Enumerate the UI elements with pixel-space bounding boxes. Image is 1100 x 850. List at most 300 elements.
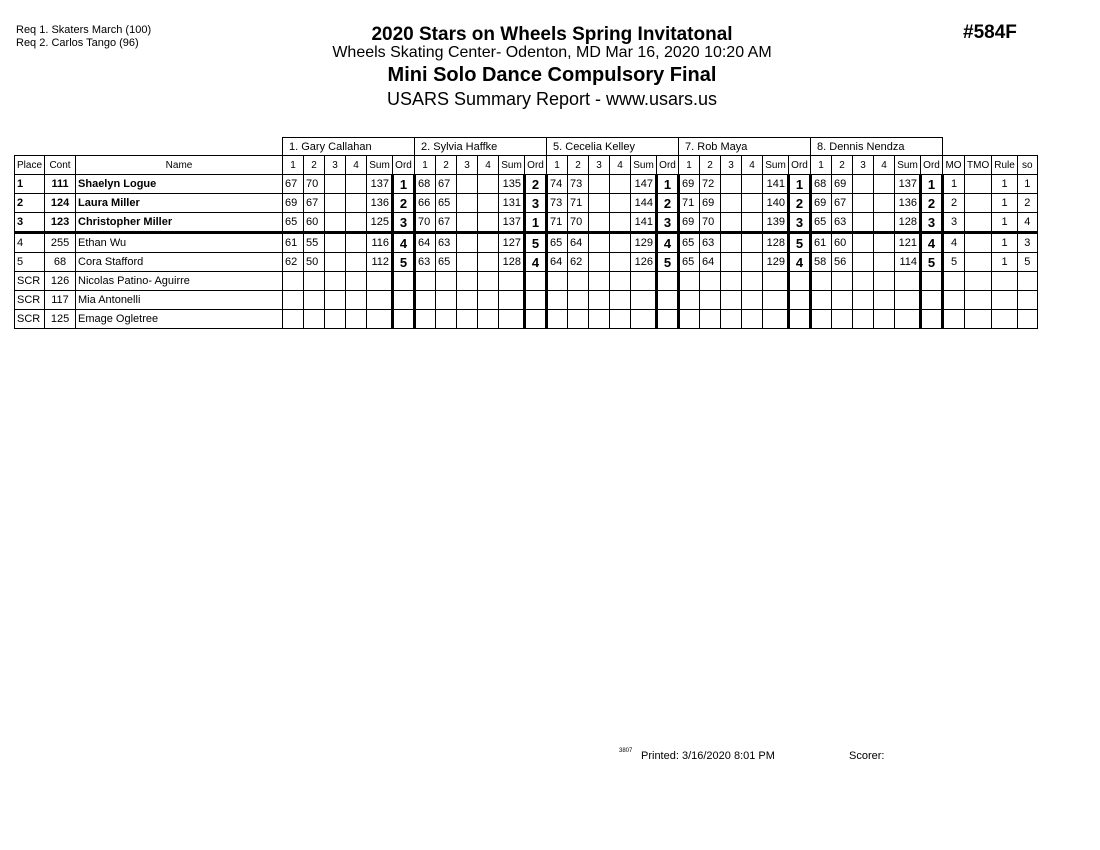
judge-name: 1. Gary Callahan bbox=[283, 138, 415, 156]
column-header-score: Ord bbox=[525, 156, 547, 175]
judge-score bbox=[457, 272, 478, 291]
judge-score bbox=[589, 175, 610, 194]
judge-score bbox=[874, 175, 895, 194]
column-header-score: Sum bbox=[631, 156, 657, 175]
skater-name: Laura Miller bbox=[76, 194, 283, 213]
judge-score bbox=[415, 272, 436, 291]
judge-sum: 112 bbox=[367, 253, 393, 272]
total-majority-ordinal bbox=[965, 291, 992, 310]
judge-score: 64 bbox=[700, 253, 721, 272]
place-cell: 3 bbox=[15, 213, 45, 233]
judge-sum bbox=[367, 310, 393, 329]
judge-score bbox=[325, 213, 346, 233]
column-header-score: 4 bbox=[478, 156, 499, 175]
judge-score bbox=[589, 213, 610, 233]
majority-ordinal: 3 bbox=[943, 213, 965, 233]
judge-score bbox=[742, 233, 763, 253]
judge-score: 65 bbox=[436, 194, 457, 213]
judge-score bbox=[721, 213, 742, 233]
total-majority-ordinal bbox=[965, 175, 992, 194]
judge-sum bbox=[763, 272, 789, 291]
column-header-score: 3 bbox=[589, 156, 610, 175]
total-majority-ordinal bbox=[965, 194, 992, 213]
judge-ordinal: 4 bbox=[525, 253, 547, 272]
rule-number bbox=[992, 272, 1018, 291]
skater-name: Emage Ogletree bbox=[76, 310, 283, 329]
judge-score bbox=[478, 253, 499, 272]
column-header-summary: MO bbox=[943, 156, 965, 175]
rule-number: 1 bbox=[992, 253, 1018, 272]
judge-score: 63 bbox=[832, 213, 853, 233]
judge-name: 8. Dennis Nendza bbox=[811, 138, 943, 156]
judge-ordinal bbox=[393, 291, 415, 310]
judge-score bbox=[478, 310, 499, 329]
contestant-number: 117 bbox=[45, 291, 76, 310]
judge-score bbox=[742, 291, 763, 310]
sum-of-ordinals: 1 bbox=[1017, 175, 1037, 194]
rule-number: 1 bbox=[992, 213, 1018, 233]
judge-sum: 139 bbox=[763, 213, 789, 233]
result-row bbox=[15, 213, 1038, 233]
judge-ordinal: 2 bbox=[921, 194, 943, 213]
event-number: #584F bbox=[963, 22, 1017, 43]
judge-ordinal: 2 bbox=[393, 194, 415, 213]
judge-sum: 137 bbox=[367, 175, 393, 194]
judge-score bbox=[304, 310, 325, 329]
judge-sum bbox=[631, 272, 657, 291]
judge-score: 65 bbox=[436, 253, 457, 272]
contestant-number: 124 bbox=[45, 194, 76, 213]
column-header-score: Ord bbox=[657, 156, 679, 175]
judge-sum: 135 bbox=[499, 175, 525, 194]
judge-ordinal bbox=[921, 272, 943, 291]
judge-score bbox=[457, 233, 478, 253]
judge-score bbox=[610, 310, 631, 329]
judge-score bbox=[478, 291, 499, 310]
column-header-score: 3 bbox=[721, 156, 742, 175]
judge-score: 65 bbox=[547, 233, 568, 253]
contestant-number: 125 bbox=[45, 310, 76, 329]
judge-score: 60 bbox=[832, 233, 853, 253]
judge-score bbox=[853, 310, 874, 329]
judge-score: 69 bbox=[811, 194, 832, 213]
place-cell: SCR bbox=[15, 310, 45, 329]
request-line: Req 2. Carlos Tango (96) bbox=[16, 37, 139, 49]
sum-of-ordinals: 5 bbox=[1017, 253, 1037, 272]
judge-ordinal bbox=[393, 310, 415, 329]
judge-ordinal: 5 bbox=[657, 253, 679, 272]
judge-ordinal bbox=[657, 272, 679, 291]
judge-score: 73 bbox=[547, 194, 568, 213]
judge-score bbox=[457, 213, 478, 233]
judge-score: 63 bbox=[415, 253, 436, 272]
judge-ordinal: 3 bbox=[393, 213, 415, 233]
judge-score bbox=[853, 175, 874, 194]
judge-sum: 141 bbox=[763, 175, 789, 194]
judge-sum: 116 bbox=[367, 233, 393, 253]
judge-score bbox=[853, 291, 874, 310]
judge-score: 69 bbox=[679, 175, 700, 194]
result-row bbox=[15, 253, 1038, 272]
judge-score bbox=[853, 194, 874, 213]
column-header-summary: so bbox=[1017, 156, 1037, 175]
results-table bbox=[14, 137, 1038, 329]
judge-score bbox=[589, 310, 610, 329]
sum-of-ordinals: 2 bbox=[1017, 194, 1037, 213]
majority-ordinal: 1 bbox=[943, 175, 965, 194]
judge-score bbox=[346, 291, 367, 310]
judge-sum bbox=[631, 310, 657, 329]
place-cell: 2 bbox=[15, 194, 45, 213]
request-line: Req 1. Skaters March (100) bbox=[16, 24, 152, 36]
rule-number bbox=[992, 291, 1018, 310]
judge-sum: 128 bbox=[499, 253, 525, 272]
skater-name: Cora Stafford bbox=[76, 253, 283, 272]
sum-of-ordinals: 4 bbox=[1017, 213, 1037, 233]
judge-ordinal bbox=[525, 272, 547, 291]
contestant-number: 255 bbox=[45, 233, 76, 253]
judge-name: 5. Cecelia Kelley bbox=[547, 138, 679, 156]
judge-sum bbox=[631, 291, 657, 310]
column-header-score: 4 bbox=[742, 156, 763, 175]
judge-score: 74 bbox=[547, 175, 568, 194]
judge-score bbox=[547, 310, 568, 329]
column-header-score: Sum bbox=[895, 156, 921, 175]
judge-score bbox=[832, 291, 853, 310]
judge-score bbox=[679, 310, 700, 329]
column-header-score: 3 bbox=[853, 156, 874, 175]
column-header-score: 4 bbox=[346, 156, 367, 175]
judge-score bbox=[478, 272, 499, 291]
judge-ordinal: 1 bbox=[393, 175, 415, 194]
judge-score: 56 bbox=[832, 253, 853, 272]
judge-ordinal: 3 bbox=[657, 213, 679, 233]
judge-score bbox=[325, 175, 346, 194]
judge-score bbox=[283, 291, 304, 310]
judge-sum bbox=[895, 310, 921, 329]
judge-score bbox=[874, 253, 895, 272]
judge-sum bbox=[367, 291, 393, 310]
judge-score bbox=[568, 310, 589, 329]
judge-ordinal: 5 bbox=[789, 233, 811, 253]
judge-score: 65 bbox=[679, 233, 700, 253]
event-name: Mini Solo Dance Compulsory Final bbox=[387, 64, 717, 86]
judge-score: 70 bbox=[415, 213, 436, 233]
judge-score bbox=[721, 253, 742, 272]
judge-sum bbox=[895, 291, 921, 310]
judge-score: 69 bbox=[283, 194, 304, 213]
column-header-score: 2 bbox=[436, 156, 457, 175]
judge-score: 67 bbox=[304, 194, 325, 213]
column-header-score: Ord bbox=[921, 156, 943, 175]
judge-sum: 129 bbox=[631, 233, 657, 253]
judge-score bbox=[700, 291, 721, 310]
sum-of-ordinals: 3 bbox=[1017, 233, 1037, 253]
judge-ordinal bbox=[921, 310, 943, 329]
judge-score bbox=[346, 175, 367, 194]
place-cell: 5 bbox=[15, 253, 45, 272]
judge-sum bbox=[499, 310, 525, 329]
judge-ordinal: 1 bbox=[525, 213, 547, 233]
judge-score bbox=[610, 213, 631, 233]
judge-score bbox=[325, 253, 346, 272]
judge-ordinal bbox=[657, 310, 679, 329]
judge-score: 67 bbox=[832, 194, 853, 213]
skater-name: Mia Antonelli bbox=[76, 291, 283, 310]
judge-score: 62 bbox=[568, 253, 589, 272]
judge-score bbox=[415, 310, 436, 329]
judge-sum: 147 bbox=[631, 175, 657, 194]
judge-score bbox=[742, 272, 763, 291]
judge-sum bbox=[763, 291, 789, 310]
judge-ordinal bbox=[657, 291, 679, 310]
skater-name: Christopher Miller bbox=[76, 213, 283, 233]
judge-score bbox=[589, 194, 610, 213]
judge-score bbox=[874, 213, 895, 233]
judge-score bbox=[457, 175, 478, 194]
sum-of-ordinals bbox=[1017, 291, 1037, 310]
column-header-score: 4 bbox=[610, 156, 631, 175]
judge-score bbox=[346, 253, 367, 272]
column-header-score: 2 bbox=[304, 156, 325, 175]
judge-ordinal: 4 bbox=[393, 233, 415, 253]
total-majority-ordinal bbox=[965, 233, 992, 253]
judge-sum bbox=[499, 272, 525, 291]
judge-ordinal bbox=[789, 291, 811, 310]
judge-ordinal: 1 bbox=[789, 175, 811, 194]
judge-score bbox=[568, 272, 589, 291]
judge-ordinal bbox=[921, 291, 943, 310]
judge-sum: 114 bbox=[895, 253, 921, 272]
rule-number: 1 bbox=[992, 233, 1018, 253]
sum-of-ordinals bbox=[1017, 272, 1037, 291]
judge-sum: 136 bbox=[895, 194, 921, 213]
judge-ordinal bbox=[789, 310, 811, 329]
column-header-score: 1 bbox=[811, 156, 832, 175]
majority-ordinal: 5 bbox=[943, 253, 965, 272]
judge-ordinal: 4 bbox=[789, 253, 811, 272]
judge-score bbox=[283, 272, 304, 291]
judge-score: 67 bbox=[436, 213, 457, 233]
column-header-score: Ord bbox=[393, 156, 415, 175]
judge-ordinal: 1 bbox=[657, 175, 679, 194]
judge-score bbox=[700, 272, 721, 291]
judge-score bbox=[874, 194, 895, 213]
judge-ordinal: 3 bbox=[921, 213, 943, 233]
column-header-score: 3 bbox=[457, 156, 478, 175]
column-header-score: 2 bbox=[700, 156, 721, 175]
judge-score bbox=[721, 175, 742, 194]
judge-sum: 126 bbox=[631, 253, 657, 272]
judge-sum: 140 bbox=[763, 194, 789, 213]
judge-score bbox=[457, 310, 478, 329]
judge-score bbox=[325, 272, 346, 291]
judge-score: 66 bbox=[415, 194, 436, 213]
venue-line: Wheels Skating Center- Odenton, MD Mar 16, 2020 10:20 AM bbox=[332, 44, 772, 61]
judge-score bbox=[610, 253, 631, 272]
judge-score bbox=[610, 194, 631, 213]
judge-score bbox=[283, 310, 304, 329]
majority-ordinal: 2 bbox=[943, 194, 965, 213]
judge-sum bbox=[499, 291, 525, 310]
judge-score bbox=[325, 310, 346, 329]
judge-score bbox=[679, 291, 700, 310]
judge-score bbox=[457, 194, 478, 213]
rule-number: 1 bbox=[992, 194, 1018, 213]
judge-sum bbox=[895, 272, 921, 291]
column-header-score: Sum bbox=[763, 156, 789, 175]
judge-score bbox=[679, 272, 700, 291]
contestant-number: 126 bbox=[45, 272, 76, 291]
skater-name: Ethan Wu bbox=[76, 233, 283, 253]
judge-score: 67 bbox=[283, 175, 304, 194]
judge-score: 63 bbox=[700, 233, 721, 253]
judge-score: 68 bbox=[811, 175, 832, 194]
result-row bbox=[15, 291, 1038, 310]
column-header-score: Sum bbox=[367, 156, 393, 175]
result-row bbox=[15, 310, 1038, 329]
judge-score: 50 bbox=[304, 253, 325, 272]
judge-score: 70 bbox=[700, 213, 721, 233]
column-header-score: 2 bbox=[568, 156, 589, 175]
judge-score: 64 bbox=[568, 233, 589, 253]
judge-ordinal: 1 bbox=[921, 175, 943, 194]
judge-score: 69 bbox=[679, 213, 700, 233]
printed-timestamp: Printed: 3/16/2020 8:01 PM bbox=[641, 750, 775, 762]
judge-sum: 144 bbox=[631, 194, 657, 213]
judge-score: 70 bbox=[568, 213, 589, 233]
column-header-score: 2 bbox=[832, 156, 853, 175]
judge-name: 7. Rob Maya bbox=[679, 138, 811, 156]
column-header-score: 1 bbox=[283, 156, 304, 175]
judge-ordinal: 2 bbox=[789, 194, 811, 213]
judge-ordinal bbox=[789, 272, 811, 291]
judge-ordinal: 2 bbox=[657, 194, 679, 213]
judge-score: 73 bbox=[568, 175, 589, 194]
judge-score bbox=[304, 272, 325, 291]
column-header-score: 4 bbox=[874, 156, 895, 175]
column-header-score: 3 bbox=[325, 156, 346, 175]
judge-score bbox=[589, 272, 610, 291]
judge-score bbox=[610, 272, 631, 291]
judge-ordinal: 4 bbox=[657, 233, 679, 253]
judge-score bbox=[874, 291, 895, 310]
judge-score: 65 bbox=[811, 213, 832, 233]
skater-name: Shaelyn Logue bbox=[76, 175, 283, 194]
majority-ordinal bbox=[943, 310, 965, 329]
column-header-place: Place bbox=[15, 156, 45, 175]
judge-score bbox=[457, 253, 478, 272]
judge-score: 64 bbox=[547, 253, 568, 272]
majority-ordinal bbox=[943, 272, 965, 291]
judge-score: 65 bbox=[283, 213, 304, 233]
judge-score bbox=[304, 291, 325, 310]
judge-score bbox=[721, 310, 742, 329]
judge-score bbox=[436, 291, 457, 310]
contestant-number: 68 bbox=[45, 253, 76, 272]
judge-score bbox=[346, 272, 367, 291]
contestant-number: 123 bbox=[45, 213, 76, 233]
judge-ordinal: 5 bbox=[393, 253, 415, 272]
judge-sum: 141 bbox=[631, 213, 657, 233]
judge-sum: 137 bbox=[895, 175, 921, 194]
judge-score: 55 bbox=[304, 233, 325, 253]
judge-sum: 129 bbox=[763, 253, 789, 272]
judge-ordinal: 3 bbox=[789, 213, 811, 233]
judge-score bbox=[700, 310, 721, 329]
judge-score bbox=[874, 233, 895, 253]
judge-score bbox=[811, 291, 832, 310]
judge-score: 71 bbox=[568, 194, 589, 213]
judge-ordinal bbox=[525, 291, 547, 310]
judge-score bbox=[478, 233, 499, 253]
column-header-row bbox=[15, 156, 1038, 175]
judge-score bbox=[874, 310, 895, 329]
judge-ordinal bbox=[525, 310, 547, 329]
judge-name: 2. Sylvia Haffke bbox=[415, 138, 547, 156]
judge-score bbox=[325, 194, 346, 213]
result-row bbox=[15, 233, 1038, 253]
judge-score bbox=[742, 175, 763, 194]
judge-score bbox=[811, 272, 832, 291]
judge-score bbox=[547, 291, 568, 310]
judge-score: 60 bbox=[304, 213, 325, 233]
judge-sum: 121 bbox=[895, 233, 921, 253]
judge-score bbox=[478, 213, 499, 233]
judge-score: 71 bbox=[679, 194, 700, 213]
judge-sum: 136 bbox=[367, 194, 393, 213]
judge-score bbox=[853, 233, 874, 253]
judge-score bbox=[415, 291, 436, 310]
column-header-score: 1 bbox=[679, 156, 700, 175]
judge-ordinal bbox=[393, 272, 415, 291]
judge-sum: 137 bbox=[499, 213, 525, 233]
judge-score: 70 bbox=[304, 175, 325, 194]
judge-score bbox=[325, 291, 346, 310]
judge-score bbox=[721, 233, 742, 253]
column-header-cont: Cont bbox=[45, 156, 76, 175]
judge-score bbox=[547, 272, 568, 291]
judge-score: 62 bbox=[283, 253, 304, 272]
place-cell: 4 bbox=[15, 233, 45, 253]
judge-score: 61 bbox=[811, 233, 832, 253]
judge-score: 58 bbox=[811, 253, 832, 272]
judge-ordinal: 5 bbox=[525, 233, 547, 253]
judge-score bbox=[346, 310, 367, 329]
column-header-name: Name bbox=[76, 156, 283, 175]
total-majority-ordinal bbox=[965, 310, 992, 329]
judge-score bbox=[478, 175, 499, 194]
rule-number: 1 bbox=[992, 175, 1018, 194]
sum-of-ordinals bbox=[1017, 310, 1037, 329]
column-header-summary: TMO bbox=[965, 156, 992, 175]
judge-score bbox=[436, 310, 457, 329]
judge-score bbox=[721, 272, 742, 291]
total-majority-ordinal bbox=[965, 213, 992, 233]
judge-score bbox=[346, 213, 367, 233]
judge-score bbox=[874, 272, 895, 291]
column-header-summary: Rule bbox=[992, 156, 1018, 175]
results-body bbox=[15, 138, 1038, 329]
judge-ordinal: 2 bbox=[525, 175, 547, 194]
judge-score: 69 bbox=[832, 175, 853, 194]
judge-sum bbox=[367, 272, 393, 291]
judge-score bbox=[742, 194, 763, 213]
judge-sum: 127 bbox=[499, 233, 525, 253]
judge-score bbox=[742, 253, 763, 272]
judge-sum: 125 bbox=[367, 213, 393, 233]
judge-score bbox=[589, 291, 610, 310]
